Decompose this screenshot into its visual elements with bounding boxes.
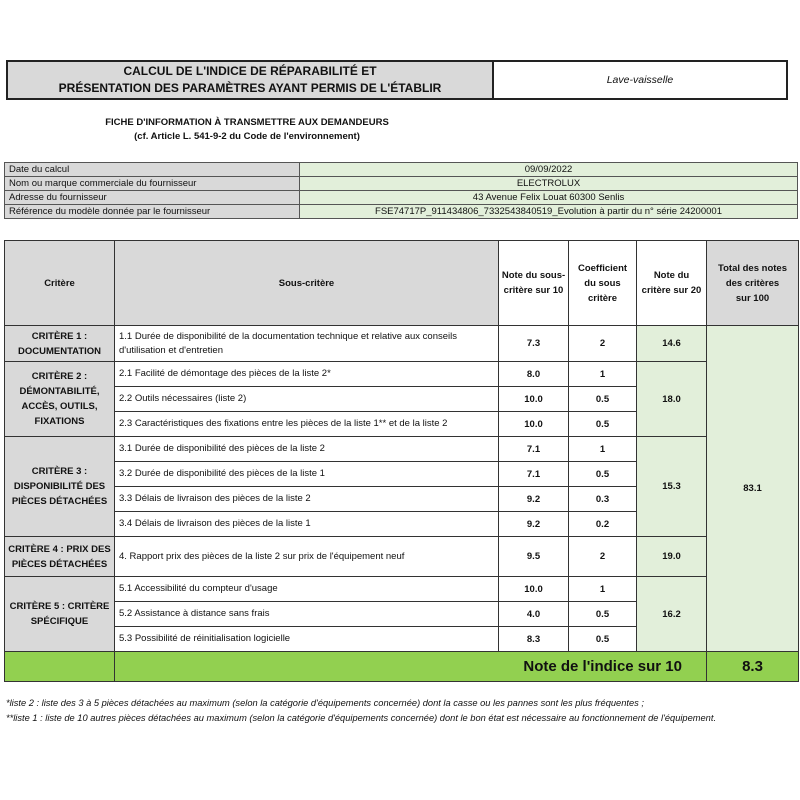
criterion-1-name: CRITÈRE 1 : DOCUMENTATION	[5, 326, 115, 362]
criterion-5-name: CRITÈRE 5 : CRITÈRE SPÉCIFIQUE	[5, 577, 115, 652]
criterion-3-score: 15.3	[637, 437, 707, 537]
subcriterion-label: 5.3 Possibilité de réinitialisation logicielle	[115, 627, 499, 652]
criterion-4-score: 19.0	[637, 537, 707, 577]
subcriterion-note: 8.3	[499, 627, 569, 652]
subcriterion-note: 8.0	[499, 362, 569, 387]
subcriterion-label: 5.2 Assistance à distance sans frais	[115, 602, 499, 627]
subcriterion-note: 7.3	[499, 326, 569, 362]
header-coefficient: Coefficient du sous critère	[569, 241, 637, 326]
table-row	[5, 577, 799, 602]
title-line-1: CALCUL DE L'INDICE DE RÉPARABILITÉ ET	[123, 64, 377, 78]
subcriterion-coef: 1	[569, 362, 637, 387]
info-label: Nom ou marque commerciale du fournisseur	[5, 177, 300, 191]
subcriterion-label: 3.3 Délais de livraison des pièces de la liste 2	[115, 487, 499, 512]
subcriterion-coef: 0.5	[569, 627, 637, 652]
subcriterion-label: 2.1 Facilité de démontage des pièces de la liste 2*	[115, 362, 499, 387]
document-title	[6, 60, 494, 100]
header-total-100: Total des notes des critères sur 100	[707, 241, 799, 326]
info-label: Adresse du fournisseur	[5, 191, 300, 205]
table-row	[5, 362, 799, 387]
table-row	[5, 537, 799, 577]
subcriterion-note: 10.0	[499, 412, 569, 437]
subcriterion-coef: 1	[569, 437, 637, 462]
subcriterion-coef: 0.5	[569, 412, 637, 437]
info-row	[5, 205, 798, 219]
subcriterion-coef: 1	[569, 577, 637, 602]
subcriterion-coef: 0.5	[569, 387, 637, 412]
header-sous-critere: Sous-critère	[115, 241, 499, 326]
header-note-critere-20: Note du critère sur 20	[637, 241, 707, 326]
fiche-line-2: (cf. Article L. 541-9-2 du Code de l'environnement)	[134, 131, 360, 142]
info-row	[5, 191, 798, 205]
subcriterion-note: 10.0	[499, 577, 569, 602]
subcriterion-coef: 0.5	[569, 602, 637, 627]
table-header-row	[5, 241, 799, 326]
subcriterion-label: 4. Rapport prix des pièces de la liste 2 sur prix de l'équipement neuf	[115, 537, 499, 577]
subcriterion-label: 1.1 Durée de disponibilité de la documentation technique et relative aux conseils d'utilisation et d'entretien	[115, 326, 499, 362]
subcriterion-label: 5.1 Accessibilité du compteur d'usage	[115, 577, 499, 602]
criterion-2-score: 18.0	[637, 362, 707, 437]
criterion-4-name: CRITÈRE 4 : PRIX DES PIÈCES DÉTACHÉES	[5, 537, 115, 577]
info-row	[5, 163, 798, 177]
product-type: Lave-vaisselle	[494, 60, 788, 100]
subcriterion-label: 3.2 Durée de disponibilité des pièces de la liste 1	[115, 462, 499, 487]
criterion-1-score: 14.6	[637, 326, 707, 362]
criterion-3-name: CRITÈRE 3 : DISPONIBILITÉ DES PIÈCES DÉTACHÉES	[5, 437, 115, 537]
subcriterion-note: 7.1	[499, 437, 569, 462]
fiche-heading	[0, 116, 494, 144]
criterion-2-name: CRITÈRE 2 : DÉMONTABILITÉ, ACCÈS, OUTILS, FIXATIONS	[5, 362, 115, 437]
info-row	[5, 177, 798, 191]
subcriterion-note: 10.0	[499, 387, 569, 412]
footer-spacer	[5, 652, 115, 682]
info-value: FSE74717P_911434806_7332543840519_Evolution à partir du n° série 24200001	[300, 205, 798, 219]
title-line-2: PRÉSENTATION DES PARAMÈTRES AYANT PERMIS DE L'ÉTABLIR	[58, 81, 442, 95]
header-note-sous-critere: Note du sous- critère sur 10	[499, 241, 569, 326]
subcriterion-note: 9.2	[499, 487, 569, 512]
info-value: ELECTROLUX	[300, 177, 798, 191]
table-row	[5, 437, 799, 462]
subcriterion-note: 7.1	[499, 462, 569, 487]
subcriterion-coef: 0.5	[569, 462, 637, 487]
index-score-value: 8.3	[707, 652, 799, 682]
total-score-100: 83.1	[707, 326, 799, 652]
subcriterion-note: 4.0	[499, 602, 569, 627]
header-critere: Critère	[5, 241, 115, 326]
subcriterion-coef: 0.2	[569, 512, 637, 537]
info-label: Référence du modèle donnée par le fournisseur	[5, 205, 300, 219]
subcriterion-label: 3.4 Délais de livraison des pièces de la liste 1	[115, 512, 499, 537]
subcriterion-note: 9.5	[499, 537, 569, 577]
footnotes	[6, 696, 796, 726]
info-value: 43 Avenue Felix Louat 60300 Senlis	[300, 191, 798, 205]
index-score-label: Note de l'indice sur 10	[115, 652, 707, 682]
subcriterion-coef: 0.3	[569, 487, 637, 512]
fiche-line-1: FICHE D'INFORMATION À TRANSMETTRE AUX DEMANDEURS	[105, 117, 389, 128]
info-value: 09/09/2022	[300, 163, 798, 177]
subcriterion-label: 2.2 Outils nécessaires (liste 2)	[115, 387, 499, 412]
subcriterion-coef: 2	[569, 537, 637, 577]
supplier-info-table	[4, 162, 798, 219]
subcriterion-coef: 2	[569, 326, 637, 362]
subcriterion-label: 3.1 Durée de disponibilité des pièces de la liste 2	[115, 437, 499, 462]
footnote-liste-1: **liste 1 : liste de 10 autres pièces détachées au maximum (selon la catégorie d'équipements concernée) dont le bon état est nécessaire au fonctionnement de l'équipement.	[6, 713, 717, 723]
repairability-score-table	[4, 240, 799, 682]
footnote-liste-2: *liste 2 : liste des 3 à 5 pièces détachées au maximum (selon la catégorie d'équipements concernée) dont la casse ou les pannes sont les plus fréquentes ;	[6, 698, 644, 708]
subcriterion-label: 2.3 Caractéristiques des fixations entre les pièces de la liste 1** et de la liste 2	[115, 412, 499, 437]
index-score-row	[5, 652, 799, 682]
criterion-5-score: 16.2	[637, 577, 707, 652]
table-row	[5, 326, 799, 362]
subcriterion-note: 9.2	[499, 512, 569, 537]
info-label: Date du calcul	[5, 163, 300, 177]
